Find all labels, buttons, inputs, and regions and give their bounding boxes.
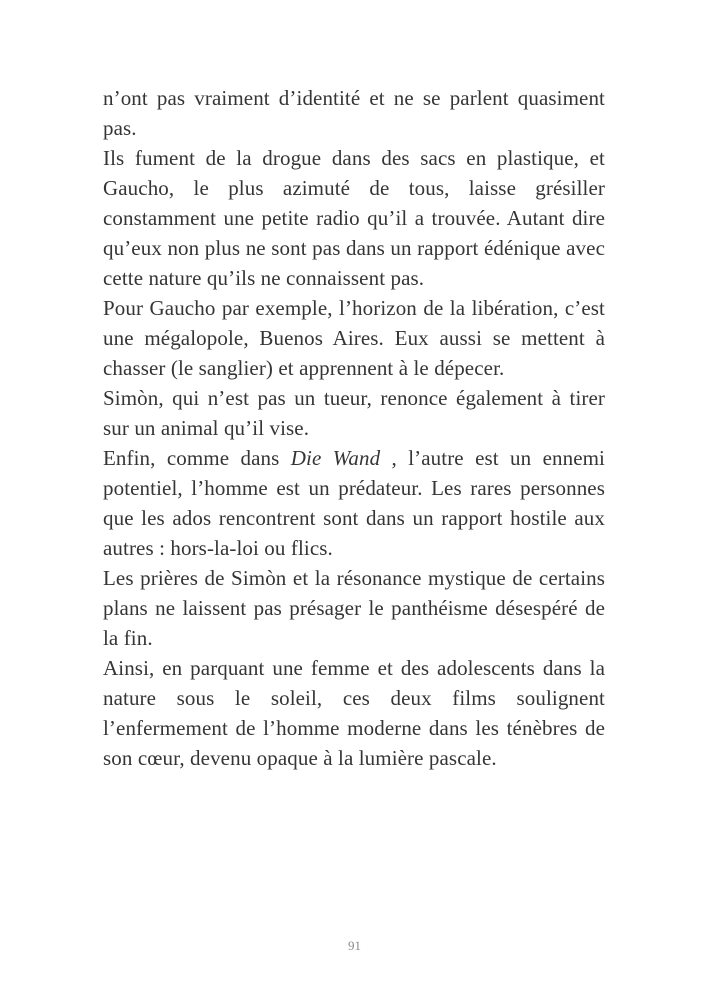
text-run: , l’autre est un ennemi potentiel, l’homme est un prédateur. Les rares personnes que les ados rencontrent sont dans un rapport hostile aux autres : hors-la-loi ou flics. (103, 446, 605, 560)
text-run: Enfin, comme dans (103, 446, 291, 470)
paragraph (103, 443, 605, 563)
paragraph (103, 653, 605, 773)
text-run: Pour Gaucho par exemple, l’horizon de la libération, c’est une mégalopole, Buenos Aires. Eux aussi se mettent à chasser (le sanglier) et apprennent à le dépecer. (103, 296, 605, 380)
paragraph (103, 563, 605, 653)
page-number: 91 (348, 938, 361, 953)
paragraph (103, 143, 605, 293)
text-run: n’ont pas vraiment d’identité et ne se parlent quasiment pas. (103, 86, 605, 140)
text-block (103, 83, 605, 773)
text-run: Simòn, qui n’est pas un tueur, renonce également à tirer sur un animal qu’il vise. (103, 386, 605, 440)
paragraph (103, 293, 605, 383)
text-run: Ils fument de la drogue dans des sacs en plastique, et Gaucho, le plus azimuté de tous, laisse grésiller constamment une petite radio qu’il a trouvée. Autant dire qu’eux non plus ne sont pas dans un rapport édénique avec cette nature qu’ils ne connaissent pas. (103, 146, 605, 290)
paragraph (103, 383, 605, 443)
film-title-italic: Die Wand (290, 446, 381, 470)
paragraph (103, 83, 605, 143)
text-run: Ainsi, en parquant une femme et des adolescents dans la nature sous le soleil, ces deux films soulignent l’enfermement de l’homme moderne dans les ténèbres de son cœur, devenu opaque à la lumière pascale. (103, 656, 605, 770)
text-run: Les prières de Simòn et la résonance mystique de certains plans ne laissent pas présager le panthéisme désespéré de la fin. (103, 566, 605, 650)
